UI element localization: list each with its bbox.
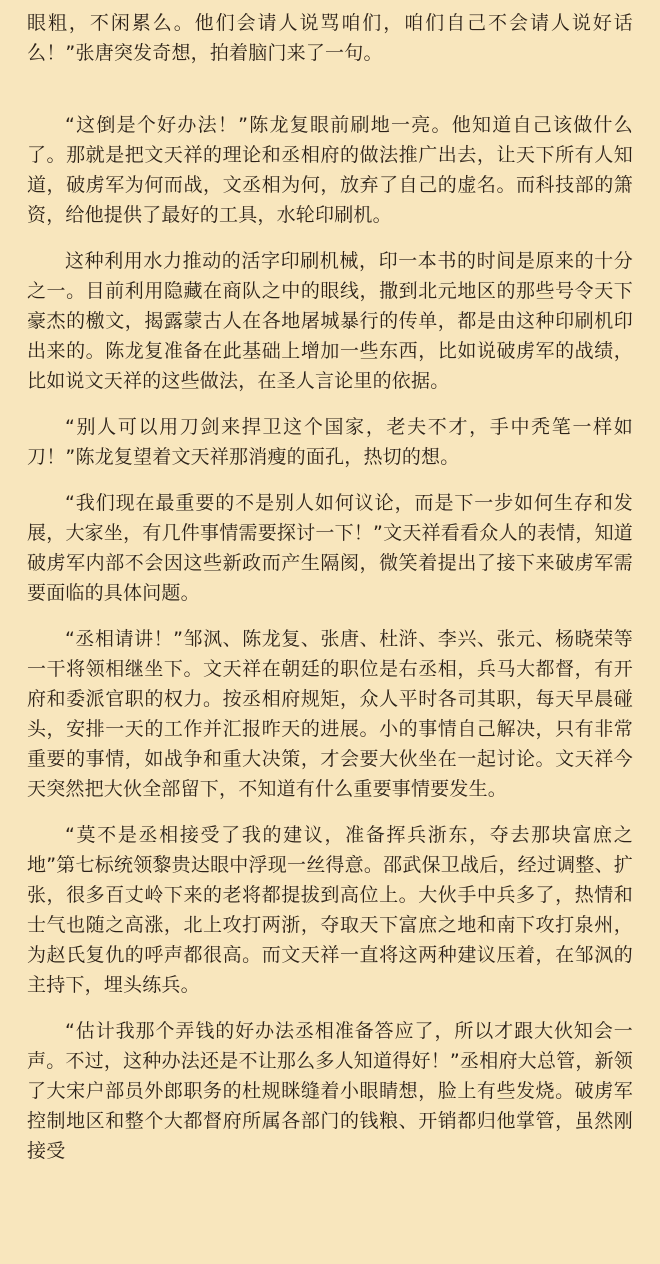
paragraph-4: “别人可以用刀剑来捍卫这个国家，老夫不才，手中秃笔一样如刀！”陈龙复望着文天祥那消瘦的面孔，热切的想。 (27, 416, 633, 468)
paragraph-2: “这倒是个好办法！”陈龙复眼前刷地一亮。他知道自己该做什么了。那就是把文天祥的理论和丞相府的做法推广出去，让天下所有人知道，破虏军为何而战，文丞相为何，放弃了自己的虚名。而科技部的箫资，给他提供了最好的工具，水轮印刷机。 (27, 114, 633, 226)
paragraph-1: 眼粗，不闲累么。他们会请人说骂咱们，咱们自己不会请人说好话么！”张唐突发奇想，拍着脑门来了一句。 (27, 12, 633, 64)
paragraph-8: “估计我那个弄钱的好办法丞相准备答应了，所以才跟大伙知会一声。不过，这种办法还是不让那么多人知道得好！”丞相府大总管，新领了大宋户部员外郎职务的杜规眯缝着小眼睛想，脸上有些发烧。破虏军控制地区和整个大都督府所属各部门的钱粮、开销都归他掌管，虽然刚接受 (27, 1020, 633, 1162)
paragraph-6: “丞相请讲！”邹沨、陈龙复、张唐、杜浒、李兴、张元、杨晓荣等一干将领相继坐下。文天祥在朝廷的职位是右丞相，兵马大都督，有开府和委派官职的权力。按丞相府规矩，众人平时各司其职，每天早晨碰头，安排一天的工作并汇报昨天的进展。小的事情自己解决，只有非常重要的事情，如战争和重大决策，才会要大伙坐在一起讨论。文天祥今天突然把大伙全部留下，不知道有什么重要事情要发生。 (27, 628, 633, 800)
paragraph-5: “我们现在最重要的不是别人如何议论，而是下一步如何生存和发展，大家坐，有几件事情需要探讨一下！”文天祥看看众人的表情，知道破虏军内部不会因这些新政而产生隔阂，微笑着提出了接下来破虏军需要面临的具体问题。 (27, 492, 633, 604)
paragraph-7: “莫不是丞相接受了我的建议，准备挥兵浙东，夺去那块富庶之地”第七标统领黎贵达眼中浮现一丝得意。邵武保卫战后，经过调整、扩张，很多百丈岭下来的老将都提拔到高位上。大伙手中兵多了，热情和士气也随之高涨，北上攻打两浙，夺取天下富庶之地和南下攻打泉州，为赵氏复仇的呼声都很高。而文天祥一直将这两种建议压着，在邹沨的主持下，埋头练兵。 (27, 824, 633, 996)
paragraph-3: 这种利用水力推动的活字印刷机械，印一本书的时间是原来的十分之一。目前利用隐藏在商队之中的眼线，撒到北元地区的那些号令天下豪杰的檄文，揭露蒙古人在各地屠城暴行的传单，都是由这种印刷机印出来的。陈龙复准备在此基础上增加一些东西，比如说破虏军的战绩，比如说文天祥的这些做法，在圣人言论里的依据。 (27, 250, 633, 392)
